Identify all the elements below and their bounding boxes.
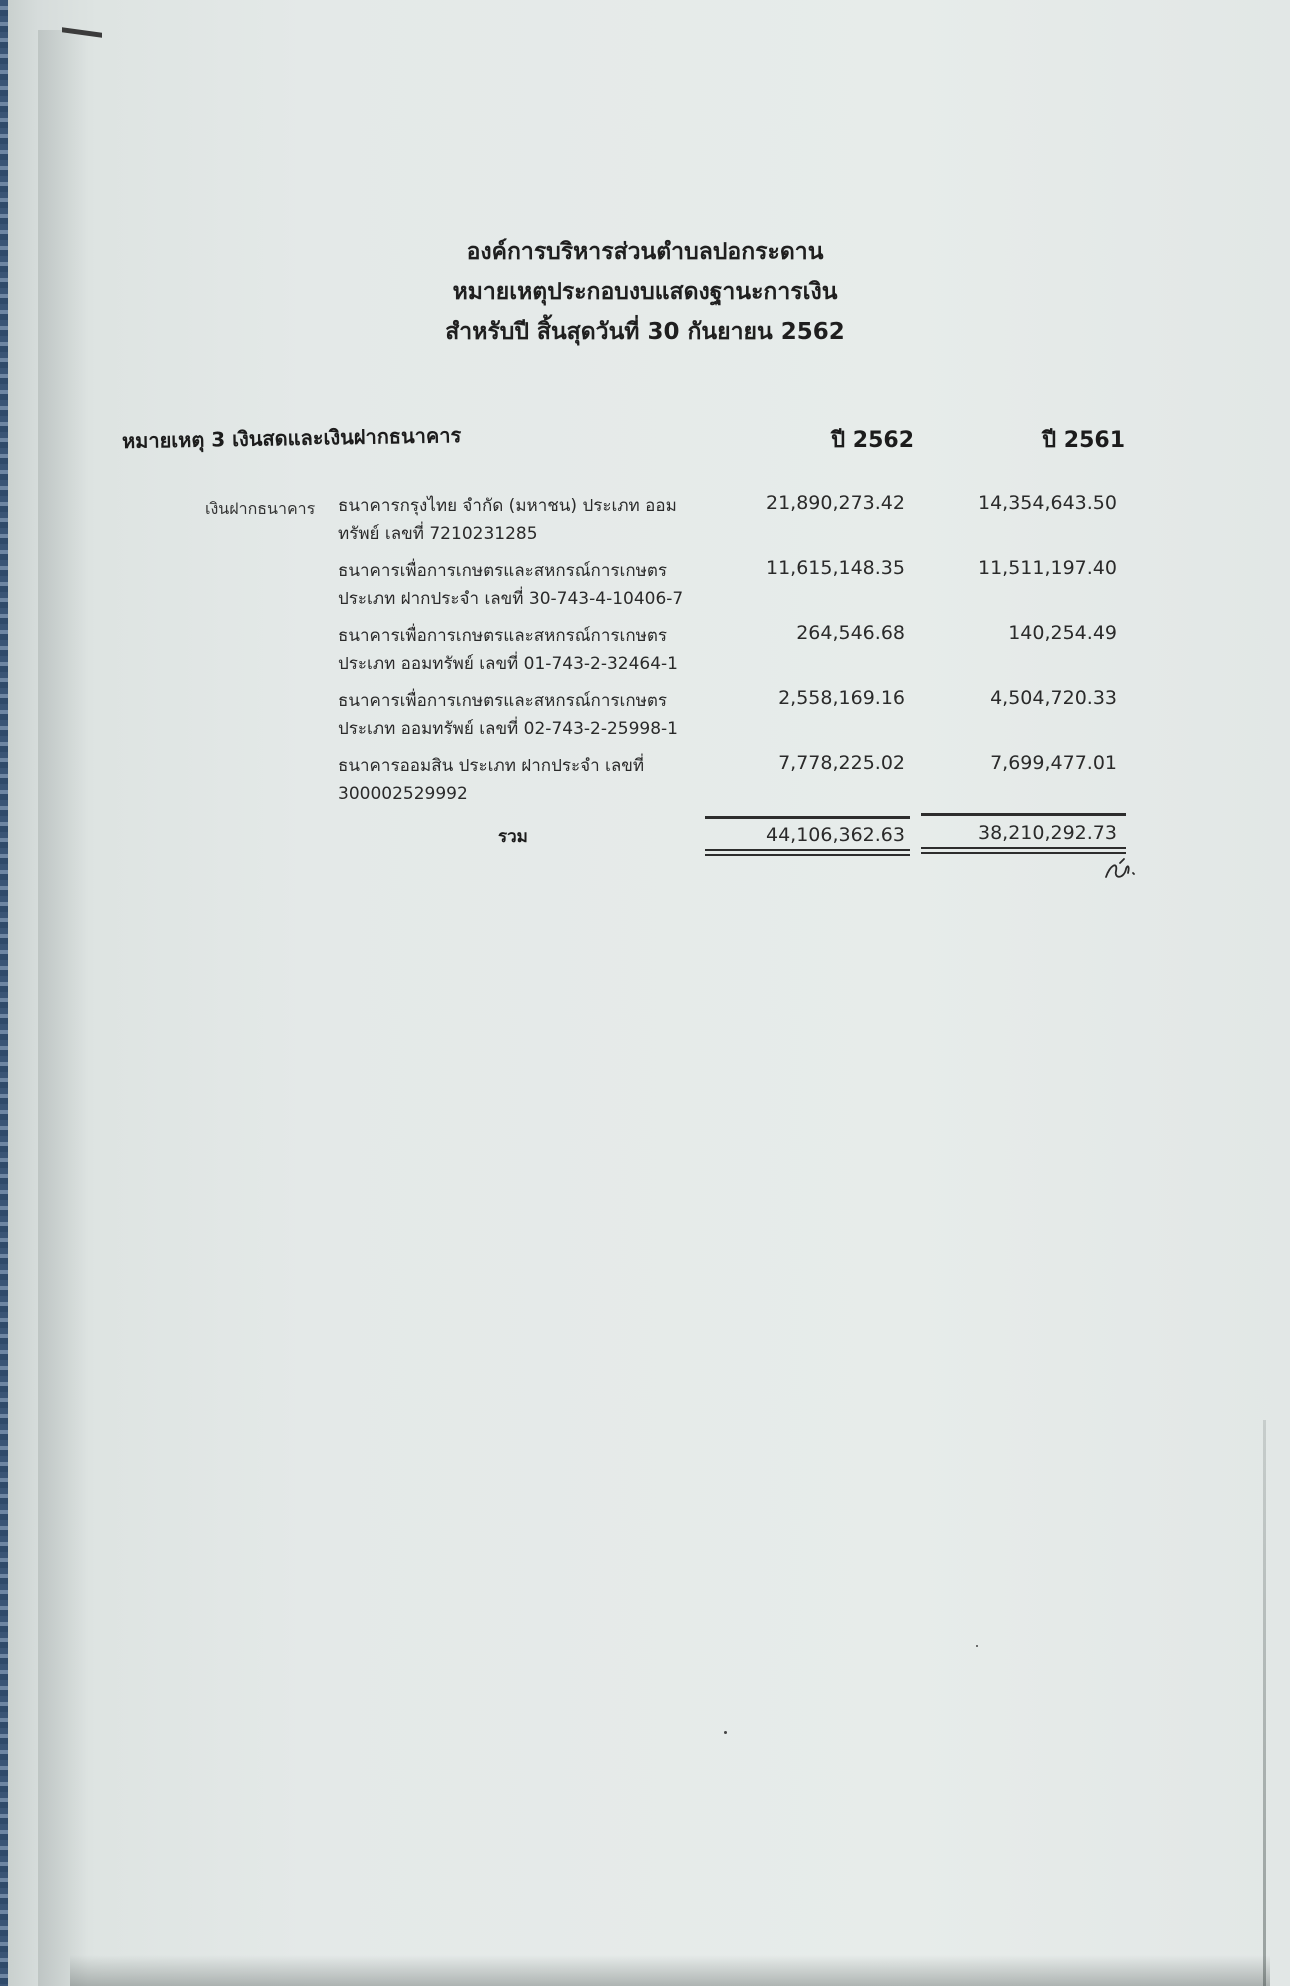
amount-2562: 11,615,148.35 bbox=[765, 557, 905, 579]
amount-2561: 11,511,197.40 bbox=[977, 557, 1117, 579]
org-name: องค์การบริหารส่วนตำบลปอกระดาน bbox=[466, 239, 824, 265]
amount-2562: 21,890,273.42 bbox=[765, 492, 905, 514]
row-description: ธนาคารเพื่อการเกษตรและสหกรณ์การเกษตร ประเภท ออมทรัพย์ เลขที่ 02-743-2-25998-1 bbox=[338, 691, 678, 739]
note-title: หมายเหตุ 3 เงินสดและเงินฝากธนาคาร bbox=[121, 423, 462, 453]
amount-2561: 4,504,720.33 bbox=[990, 687, 1117, 709]
total-2561: 38,210,292.73 bbox=[977, 822, 1117, 844]
document-header bbox=[300, 232, 990, 352]
subtotal-rule-2562 bbox=[705, 816, 910, 819]
column-header-2561: ปี 2561 bbox=[1042, 428, 1125, 453]
paper-speck bbox=[724, 1731, 727, 1734]
row-description: ธนาคารออมสิน ประเภท ฝากประจำ เลขที่ 300002529992 bbox=[338, 756, 645, 804]
handwritten-initials bbox=[1102, 855, 1138, 885]
amount-2562: 2,558,169.16 bbox=[778, 687, 905, 709]
page-edge-line bbox=[1263, 1420, 1266, 1986]
total-double-rule-2561 bbox=[921, 847, 1126, 854]
paper-speck bbox=[976, 1645, 978, 1647]
category-label: เงินฝากธนาคาร bbox=[205, 499, 316, 518]
column-header-2562: ปี 2562 bbox=[831, 428, 914, 453]
fold-shadow bbox=[38, 30, 88, 1986]
total-label: รวม bbox=[498, 827, 528, 847]
subtotal-rule-2561 bbox=[921, 813, 1126, 816]
total-2562: 44,106,362.63 bbox=[765, 824, 905, 846]
amount-2561: 7,699,477.01 bbox=[990, 752, 1117, 774]
row-description: ธนาคารเพื่อการเกษตรและสหกรณ์การเกษตร ประเภท ฝากประจำ เลขที่ 30-743-4-10406-7 bbox=[338, 561, 684, 609]
row-description: ธนาคารเพื่อการเกษตรและสหกรณ์การเกษตร ประเภท ออมทรัพย์ เลขที่ 01-743-2-32464-1 bbox=[338, 626, 678, 674]
binder-edge bbox=[0, 0, 8, 1986]
amount-2561: 140,254.49 bbox=[1008, 622, 1117, 644]
amount-2561: 14,354,643.50 bbox=[977, 492, 1117, 514]
statement-title: หมายเหตุประกอบงบแสดงฐานะการเงิน bbox=[452, 279, 838, 305]
amount-2562: 7,778,225.02 bbox=[778, 752, 905, 774]
bottom-shadow bbox=[70, 1955, 1270, 1986]
row-description: ธนาคารกรุงไทย จำกัด (มหาชน) ประเภท ออมทรัพย์ เลขที่ 7210231285 bbox=[338, 496, 677, 544]
period-line: สำหรับปี สิ้นสุดวันที่ 30 กันยายน 2562 bbox=[445, 319, 845, 345]
total-double-rule-2562 bbox=[705, 849, 910, 856]
amount-2562: 264,546.68 bbox=[796, 622, 905, 644]
